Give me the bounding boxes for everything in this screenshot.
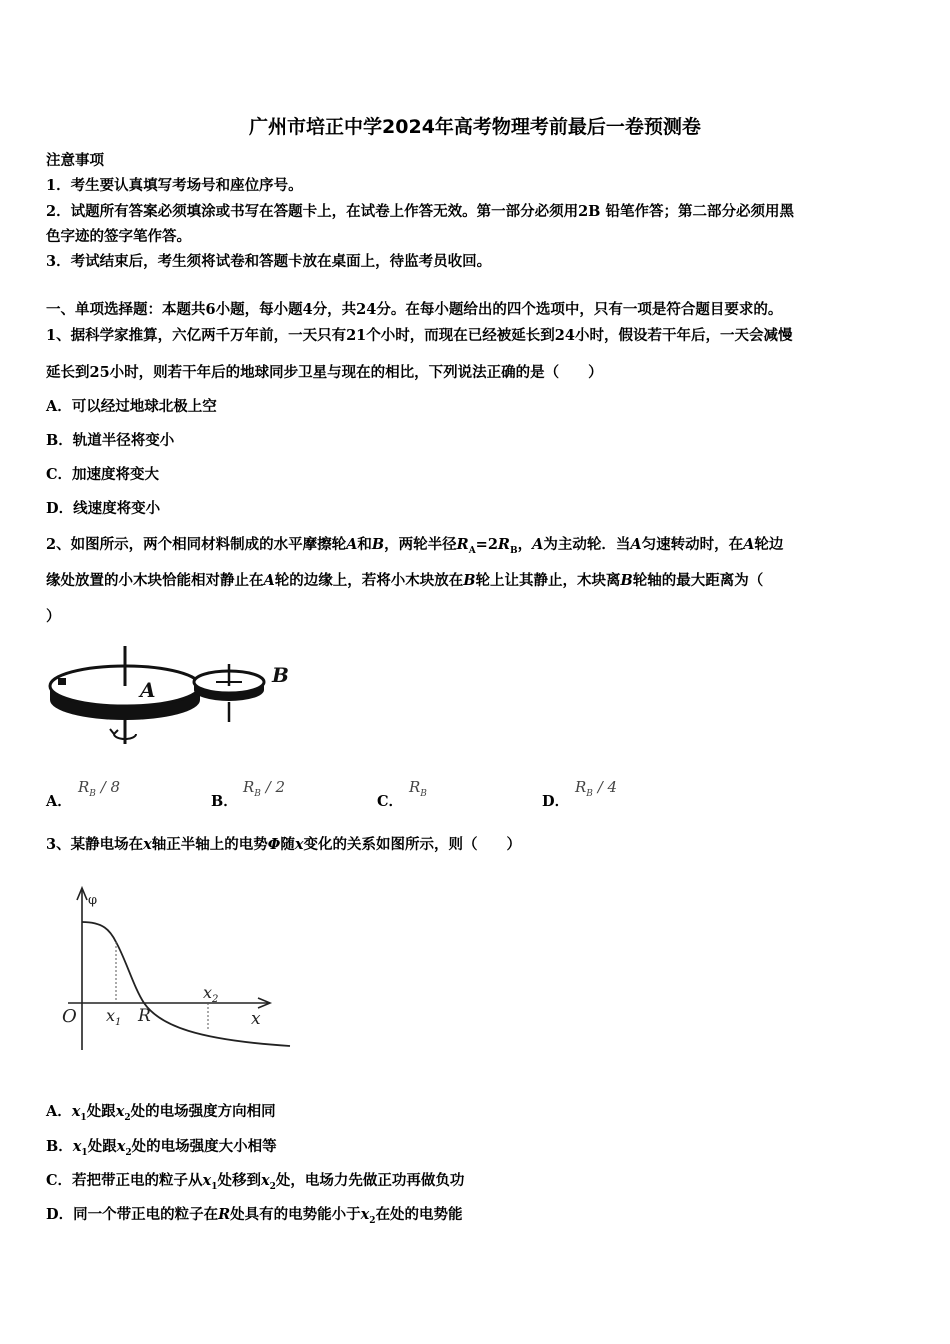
- q3-option-a: A．$x_1$处跟$x_2$处的电场强度方向相同: [46, 1103, 276, 1123]
- q3-option-b: B．$x_1$处跟$x_2$处的电场强度大小相等: [46, 1138, 277, 1158]
- notice-item: 色字迹的签字笔作答。: [46, 228, 191, 245]
- notice-heading: 注意事项: [46, 152, 104, 169]
- notice-item: 3．考试结束后，考生须将试卷和答题卡放在桌面上，待监考员收回。: [46, 253, 492, 270]
- q1-option-a: A．可以经过地球北极上空: [46, 398, 217, 415]
- q2-stem-line3: ）: [46, 608, 61, 625]
- q2-option-d-value: $R_B / 4$: [575, 778, 618, 799]
- origin-label: O: [62, 1006, 77, 1027]
- notice-item: 2．试题所有答案必须填涂或书写在答题卡上，在试卷上作答无效。第一部分必须用2B 铅笔作答；第二部分必须用黑: [46, 203, 794, 220]
- y-axis-label: φ: [88, 893, 98, 908]
- label-b: B: [272, 663, 289, 687]
- x2-label: $x_2$: [203, 983, 219, 1005]
- q2-option-a-label: A．: [46, 793, 72, 810]
- section-heading: 一、单项选择题：本题共6小题，每小题4分，共24分。在每小题给出的四个选项中，只有一项是符合题目要求的。: [46, 301, 783, 318]
- q3-stem: 3、某静电场在x轴正半轴上的电势Φ随x变化的关系如图所示，则（ ）: [46, 836, 522, 853]
- x-axis-label: x: [251, 1009, 261, 1029]
- q1-option-d: D．线速度将变小: [46, 500, 161, 517]
- notice-item: 1．考生要认真填写考场号和座位序号。: [46, 177, 303, 194]
- potential-graph: [58, 880, 298, 1060]
- x1-label: $x_1$: [106, 1006, 122, 1028]
- friction-wheels-figure: [44, 638, 302, 758]
- q2-option-a-value: $R_B / 8$: [78, 778, 121, 799]
- q1-option-c: C．加速度将变大: [46, 466, 160, 483]
- wood-block: [58, 678, 66, 685]
- q2-option-d-label: D．: [542, 793, 570, 810]
- q3-option-d: D．同一个带正电的粒子在R处具有的电势能小于$x_2$在处的电势能: [46, 1206, 463, 1226]
- label-a: A: [140, 678, 156, 702]
- q1-stem-line2: 延长到25小时，则若干年后的地球同步卫星与现在的相比，下列说法正确的是（ ）: [46, 364, 603, 381]
- r-label: R: [138, 1006, 151, 1026]
- q2-option-c-label: C．: [377, 793, 404, 810]
- page-title: 广州市培正中学2024年高考物理考前最后一卷预测卷: [249, 116, 701, 138]
- q1-stem-line1: 1、据科学家推算，六亿两千万年前，一天只有21个小时，而现在已经被延长到24小时，假设若干年后，一天会减慢: [46, 327, 793, 344]
- q2-option-b-value: $R_B / 2$: [243, 778, 286, 799]
- q3-option-c: C．若把带正电的粒子从$x_1$处移到$x_2$处，电场力先做正功再做负功: [46, 1172, 465, 1192]
- q1-option-b: B．轨道半径将变小: [46, 432, 175, 449]
- q2-option-c-value: $R_B$: [409, 778, 427, 799]
- q2-option-b-label: B．: [211, 793, 238, 810]
- q2-stem-line1: 2、如图所示，两个相同材料制成的水平摩擦轮A和B，两轮半径$R_A=2R_B$，A为主动轮．当A匀速转动时，在A轮边: [46, 536, 784, 556]
- q2-stem-line2: 缘处放置的小木块恰能相对静止在A轮的边缘上，若将小木块放在B轮上让其静止，木块离B轮轴的最大距离为（: [46, 572, 764, 589]
